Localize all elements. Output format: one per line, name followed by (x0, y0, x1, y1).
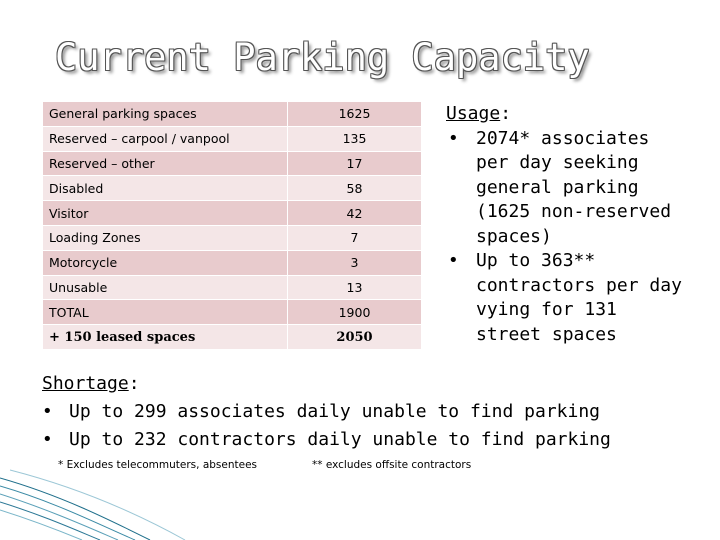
row-value: 1625 (288, 102, 422, 127)
usage-bullet-text: Up to 363** contractors per day vying for 131 street spaces (476, 250, 682, 345)
table-row-leased (43, 325, 422, 350)
row-label: Unusable (43, 275, 288, 300)
row-label: Reserved – other (43, 151, 288, 176)
parking-capacity-table (42, 101, 422, 350)
bullet-icon: • (42, 401, 53, 422)
row-value: 7 (288, 225, 422, 250)
row-value: 2050 (288, 325, 422, 350)
table-row (43, 176, 422, 201)
shortage-heading (42, 370, 702, 398)
table-row (43, 250, 422, 275)
row-label: Reserved – carpool / vanpool (43, 126, 288, 151)
usage-heading (446, 102, 686, 127)
row-label: General parking spaces (43, 102, 288, 127)
shortage-list (42, 398, 702, 454)
footnote-associates: * Excludes telecommuters, absentees (58, 459, 258, 471)
list-item (446, 249, 686, 347)
table-row (43, 151, 422, 176)
row-value: 13 (288, 275, 422, 300)
usage-heading-text: Usage (446, 103, 501, 124)
row-value: 58 (288, 176, 422, 201)
table-row (43, 126, 422, 151)
table-row (43, 102, 422, 127)
row-label: + 150 leased spaces (43, 325, 288, 350)
usage-bullet-text: 2074* associates per day seeking general parking (1625 non-reserved spaces) (476, 127, 672, 247)
row-label: Disabled (43, 176, 288, 201)
footnote-contractors: ** excludes offsite contractors (312, 459, 472, 471)
bullet-icon: • (448, 250, 459, 271)
shortage-heading-colon: : (128, 373, 140, 394)
shortage-section (42, 370, 702, 454)
row-label: Visitor (43, 201, 288, 226)
list-item (42, 398, 702, 426)
page-title: Current Parking Capacity (55, 36, 590, 79)
row-label: Motorcycle (43, 250, 288, 275)
list-item (42, 426, 702, 454)
row-value: 135 (288, 126, 422, 151)
shortage-heading-text: Shortage (42, 373, 129, 394)
table-row (43, 225, 422, 250)
row-label: TOTAL (43, 300, 288, 325)
usage-list (446, 127, 686, 348)
table-row (43, 275, 422, 300)
usage-section (446, 102, 686, 347)
row-value: 42 (288, 201, 422, 226)
usage-heading-colon: : (500, 103, 512, 124)
row-value: 1900 (288, 300, 422, 325)
list-item (446, 127, 686, 250)
shortage-bullet-text: Up to 299 associates daily unable to find parking (69, 401, 601, 422)
row-value: 17 (288, 151, 422, 176)
row-value: 3 (288, 250, 422, 275)
table-row-total (43, 300, 422, 325)
shortage-bullet-text: Up to 232 contractors daily unable to find parking (69, 429, 611, 450)
row-label: Loading Zones (43, 225, 288, 250)
table-row (43, 201, 422, 226)
bullet-icon: • (448, 127, 459, 149)
bullet-icon: • (42, 429, 53, 450)
